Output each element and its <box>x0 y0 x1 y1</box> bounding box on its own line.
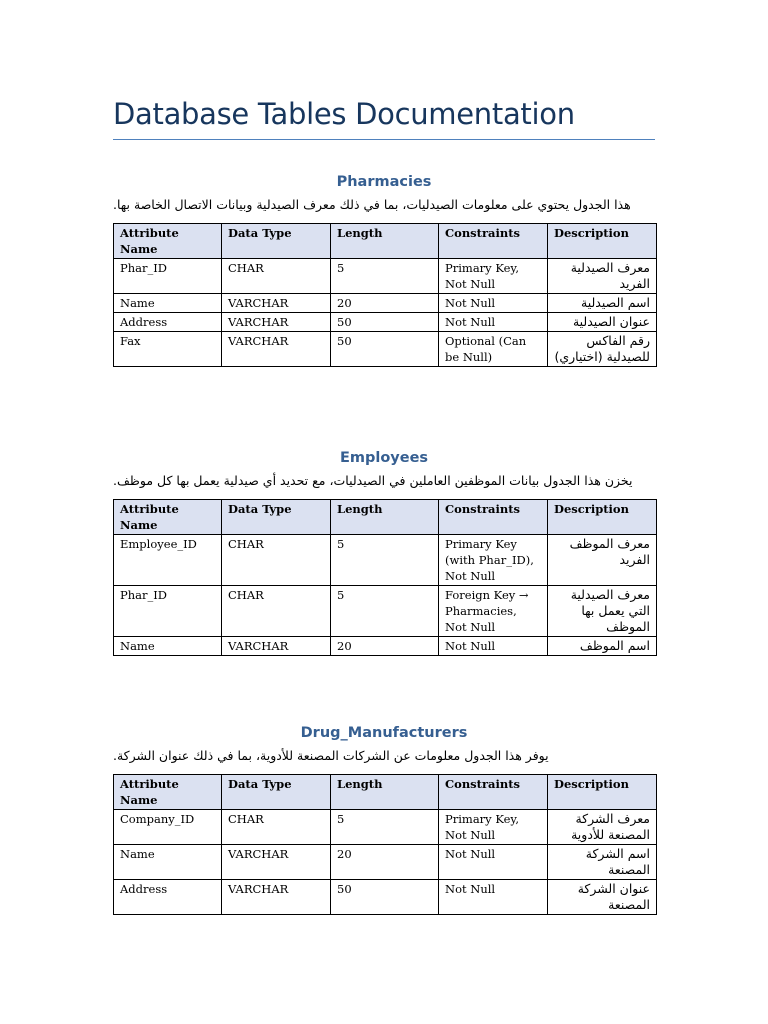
table-row <box>114 810 657 845</box>
section-employees <box>113 448 655 656</box>
header-attribute-name: Attribute Name <box>114 775 222 810</box>
cell-constraints: Foreign Key → Pharmacies, Not Null <box>439 586 548 637</box>
cell-length: 5 <box>331 810 439 845</box>
title-divider <box>113 139 655 140</box>
cell-description: معرف الموظف الفريد <box>548 535 657 586</box>
cell-type: VARCHAR <box>222 637 331 656</box>
header-constraints: Constraints <box>439 224 548 259</box>
cell-type: CHAR <box>222 810 331 845</box>
cell-constraints: Primary Key (with Phar_ID), Not Null <box>439 535 548 586</box>
header-constraints: Constraints <box>439 775 548 810</box>
section-description: يخزن هذا الجدول بيانات الموظفين العاملين في الصيدليات، مع تحديد أي صيدلية يعمل بها كل موظف. <box>113 473 633 488</box>
section-heading: Pharmacies <box>336 174 432 190</box>
table-row <box>114 535 657 586</box>
table-row <box>114 294 657 313</box>
cell-constraints: Primary Key, Not Null <box>439 810 548 845</box>
table-row <box>114 845 657 880</box>
pharmacies-table <box>113 223 657 367</box>
cell-description: اسم الصيدلية <box>548 294 657 313</box>
cell-constraints: Not Null <box>439 845 548 880</box>
document-title: Database Tables Documentation <box>113 97 575 131</box>
cell-description: اسم الموظف <box>548 637 657 656</box>
table-header-row <box>114 224 657 259</box>
cell-description: معرف الشركة المصنعة للأدوية <box>548 810 657 845</box>
cell-description: عنوان الصيدلية <box>548 313 657 332</box>
cell-description: عنوان الشركة المصنعة <box>548 880 657 915</box>
table-row <box>114 332 657 367</box>
section-heading: Employees <box>339 450 429 466</box>
cell-type: VARCHAR <box>222 294 331 313</box>
table-row <box>114 586 657 637</box>
table-row <box>114 313 657 332</box>
cell-attribute: Fax <box>114 332 222 367</box>
table-row <box>114 637 657 656</box>
cell-constraints: Not Null <box>439 313 548 332</box>
header-length: Length <box>331 500 439 535</box>
employees-table <box>113 499 657 656</box>
table-row <box>114 259 657 294</box>
cell-description: معرف الصيدلية التي يعمل بها الموظف <box>548 586 657 637</box>
cell-attribute: Phar_ID <box>114 586 222 637</box>
cell-attribute: Employee_ID <box>114 535 222 586</box>
table-header-row <box>114 500 657 535</box>
cell-type: VARCHAR <box>222 332 331 367</box>
header-description: Description <box>548 224 657 259</box>
cell-type: VARCHAR <box>222 880 331 915</box>
cell-length: 50 <box>331 332 439 367</box>
header-attribute-name: Attribute Name <box>114 224 222 259</box>
header-data-type: Data Type <box>222 775 331 810</box>
cell-attribute: Address <box>114 880 222 915</box>
cell-attribute: Phar_ID <box>114 259 222 294</box>
cell-attribute: Company_ID <box>114 810 222 845</box>
cell-length: 50 <box>331 880 439 915</box>
drug-manufacturers-table <box>113 774 657 915</box>
table-header-row <box>114 775 657 810</box>
cell-description: اسم الشركة المصنعة <box>548 845 657 880</box>
section-description: يوفر هذا الجدول معلومات عن الشركات المصنعة للأدوية، بما في ذلك عنوان الشركة. <box>113 748 549 763</box>
cell-length: 5 <box>331 535 439 586</box>
cell-length: 20 <box>331 845 439 880</box>
cell-type: VARCHAR <box>222 845 331 880</box>
cell-length: 20 <box>331 637 439 656</box>
section-drug-manufacturers <box>113 723 655 915</box>
cell-constraints: Not Null <box>439 637 548 656</box>
cell-description: معرف الصيدلية الفريد <box>548 259 657 294</box>
cell-attribute: Address <box>114 313 222 332</box>
cell-constraints: Primary Key, Not Null <box>439 259 548 294</box>
header-description: Description <box>548 775 657 810</box>
cell-constraints: Not Null <box>439 294 548 313</box>
cell-description: رقم الفاكس للصيدلية (اختياري) <box>548 332 657 367</box>
cell-length: 5 <box>331 259 439 294</box>
cell-type: CHAR <box>222 586 331 637</box>
header-length: Length <box>331 224 439 259</box>
section-description: هذا الجدول يحتوي على معلومات الصيدليات، بما في ذلك معرف الصيدلية وبيانات الاتصال الخاصة بها. <box>113 197 631 212</box>
cell-length: 50 <box>331 313 439 332</box>
header-attribute-name: Attribute Name <box>114 500 222 535</box>
cell-constraints: Not Null <box>439 880 548 915</box>
cell-length: 5 <box>331 586 439 637</box>
cell-type: VARCHAR <box>222 313 331 332</box>
cell-type: CHAR <box>222 535 331 586</box>
cell-constraints: Optional (Can be Null) <box>439 332 548 367</box>
cell-attribute: Name <box>114 294 222 313</box>
table-row <box>114 880 657 915</box>
header-constraints: Constraints <box>439 500 548 535</box>
cell-attribute: Name <box>114 845 222 880</box>
cell-length: 20 <box>331 294 439 313</box>
header-description: Description <box>548 500 657 535</box>
section-pharmacies <box>113 172 655 367</box>
cell-type: CHAR <box>222 259 331 294</box>
section-heading: Drug_Manufacturers <box>300 725 468 741</box>
header-data-type: Data Type <box>222 500 331 535</box>
header-data-type: Data Type <box>222 224 331 259</box>
header-length: Length <box>331 775 439 810</box>
cell-attribute: Name <box>114 637 222 656</box>
